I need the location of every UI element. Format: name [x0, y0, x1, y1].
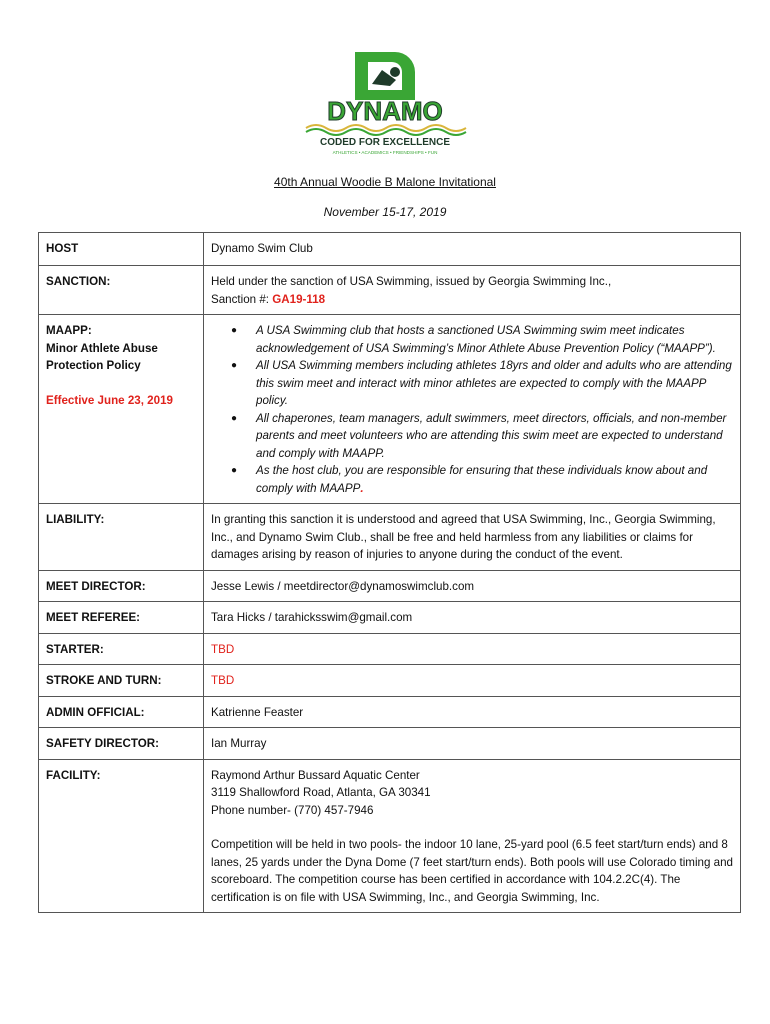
maapp-label-line: Protection Policy [46, 359, 141, 372]
maapp-label-line: Minor Athlete Abuse [46, 341, 158, 355]
maapp-label-line: MAAPP: [46, 324, 92, 337]
facility-address: 3119 Shallowford Road, Atlanta, GA 30341 [211, 786, 431, 799]
meet-dates: November 15-17, 2019 [323, 205, 447, 219]
list-item [211, 462, 733, 497]
table-row [39, 696, 741, 728]
facility-name: Raymond Arthur Bussard Aquatic Center [211, 768, 420, 782]
admin-official-label: ADMIN OFFICIAL: [39, 696, 204, 728]
logo-wordmark: DYNAMO [327, 96, 443, 126]
maapp-effective-date: Effective June 23, 2019 [46, 393, 173, 407]
liability-value: In granting this sanction it is understood and agreed that USA Swimming, Inc., Georgia Swimming, Inc., and Dynamo Swim Club., shall be free and held harmless from any liabilities or claims for damages arising by reason of injuries to anyone during the conduct of the event. [204, 504, 741, 571]
list-item: ● All USA Swimming members including athletes 18yrs and older and adults who are attending this swim meet and interact with minor athletes are expected to comply with the MAAPP policy. [211, 357, 733, 410]
list-item: ● A USA Swimming club that hosts a sanctioned USA Swimming swim meet indicates acknowledgement of USA Swimming’s Minor Athlete Abuse Prevention Policy (“MAAPP”). [211, 322, 733, 357]
facility-phone: Phone number- (770) 457-7946 [211, 803, 374, 817]
sanction-line: Held under the sanction of USA Swimming, issued by Georgia Swimming Inc., [211, 275, 612, 288]
maapp-label [39, 315, 204, 504]
meet-referee-label: MEET REFEREE: [39, 602, 204, 634]
logo-tagline: CODED FOR EXCELLENCE [319, 137, 451, 148]
table-row [39, 266, 741, 315]
list-item: ● All chaperones, team managers, adult swimmers, meet directors, officials, and non-member parents and meet volunteers who are attending this swim meet are expected to understand and comply with MAAPP. [211, 410, 733, 463]
meet-director-value: Jesse Lewis / meetdirector@dynamoswimclub.com [204, 570, 741, 602]
table-row [39, 570, 741, 602]
dynamo-logo [300, 48, 470, 158]
table-row [39, 233, 741, 266]
maapp-bullet-text: As the host club, you are responsible for ensuring that these individuals know about and comply with MAAPP [256, 464, 708, 495]
table-row [39, 728, 741, 760]
maapp-bullet-period: . [360, 481, 364, 495]
safety-director-value: Ian Murray [204, 728, 741, 760]
facility-description: Competition will be held in two pools- the indoor 10 lane, 25-yard pool (6.5 feet start/turn ends) and 8 lanes, 25 yards under the Dyna Dome (7 feet start/turn ends). Both pools will use Colorado timing and scoreboard. The competition course has been certified in accordance with 104.2.2C(4). The certification is on file with USA Swimming, Inc., and Georgia Swimming, Inc. [211, 838, 733, 904]
safety-director-label: SAFETY DIRECTOR: [39, 728, 204, 760]
table-row [39, 504, 741, 571]
liability-label: LIABILITY: [39, 504, 204, 571]
host-label: HOST [39, 233, 204, 266]
logo-waves-icon [306, 125, 466, 135]
table-row [39, 602, 741, 634]
starter-label: STARTER: [39, 633, 204, 665]
host-value: Dynamo Swim Club [204, 233, 741, 266]
logo-d-mark-icon [355, 52, 415, 100]
meet-title: 40th Annual Woodie B Malone Invitational [274, 175, 496, 189]
table-row [39, 633, 741, 665]
starter-value: TBD [204, 633, 741, 665]
meet-referee-value: Tara Hicks / tarahicksswim@gmail.com [204, 602, 741, 634]
maapp-policy [204, 315, 741, 504]
stroke-turn-value: TBD [204, 665, 741, 697]
table-row [39, 665, 741, 697]
facility-value [204, 759, 741, 913]
admin-official-value: Katrienne Feaster [204, 696, 741, 728]
maapp-bullet-list [211, 322, 733, 497]
meet-info-table [38, 232, 741, 913]
meet-director-label: MEET DIRECTOR: [39, 570, 204, 602]
facility-label: FACILITY: [39, 759, 204, 913]
table-row [39, 315, 741, 504]
logo-subtagline: ATHLETICS • ACADEMICS • FRIENDSHIPS • FUN [332, 150, 438, 155]
stroke-turn-label: STROKE AND TURN: [39, 665, 204, 697]
sanction-value [204, 266, 741, 315]
sanction-label: SANCTION: [39, 266, 204, 315]
sanction-number: GA19-118 [272, 292, 326, 306]
table-row [39, 759, 741, 913]
sanction-prefix: Sanction #: [211, 292, 273, 306]
